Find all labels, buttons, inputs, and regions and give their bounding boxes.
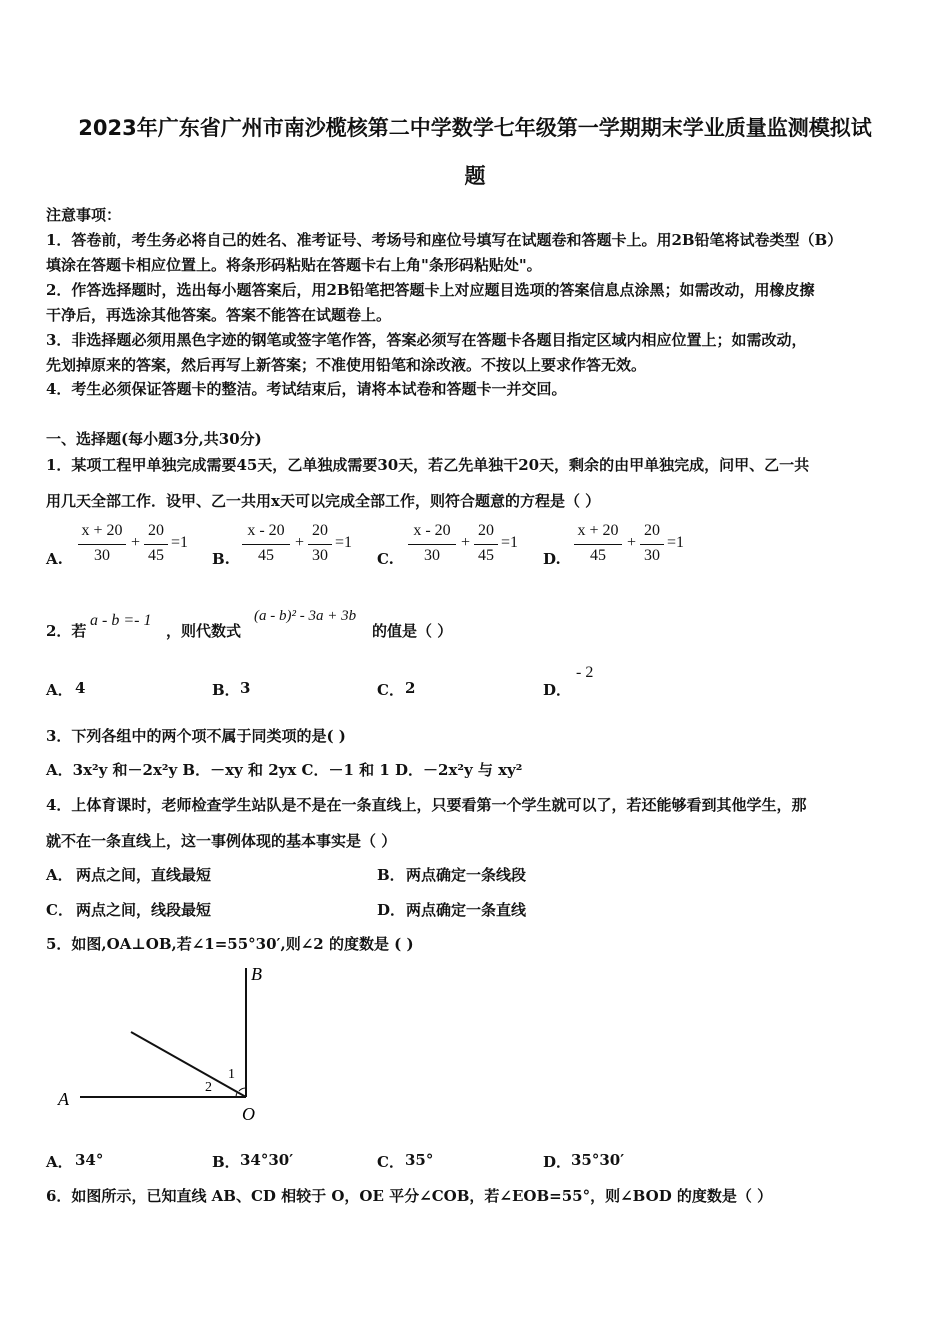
q1-c-frac1 <box>406 522 458 568</box>
q2-option-c-value: 2 <box>405 679 416 697</box>
fraction-bar <box>242 544 290 545</box>
angle-1-arc <box>239 1088 246 1091</box>
q4-option-a-label: A． <box>46 866 73 884</box>
q2-option-a-label: A． <box>46 681 73 699</box>
denominator: 45 <box>590 547 606 564</box>
q6-stem: 6．如图所示，已知直线 AB、CD 相较于 O，OE 平分∠COB，若∠EOB=55°，则∠BOD 的度数是（ ） <box>46 1187 773 1205</box>
denominator: 45 <box>478 547 494 564</box>
denominator: 30 <box>94 547 110 564</box>
q1-stem-line1: 1．某项工程甲单独完成需要45天，乙单独成需要30天，若乙先单独干20天，剩余的由甲单独完成，问甲、乙一共 <box>46 456 810 474</box>
q5-option-d-label: D． <box>543 1153 572 1171</box>
notice-heading: 注意事项： <box>46 206 122 224</box>
q2-option-d-label: D． <box>543 681 572 699</box>
q5-option-c-label: C． <box>377 1153 404 1171</box>
denominator: 30 <box>312 547 328 564</box>
q4-option-b-text: 两点确定一条线段 <box>406 866 527 884</box>
numerator: 20 <box>148 522 164 539</box>
q4-option-c-label: C． <box>46 901 73 919</box>
denominator: 45 <box>258 547 274 564</box>
numerator: 20 <box>478 522 494 539</box>
q1-a-frac1 <box>76 522 128 568</box>
q2-option-c-label: C． <box>377 681 404 699</box>
q5-angle-figure <box>50 960 290 1130</box>
fraction-bar <box>474 544 498 545</box>
q3-stem: 3．下列各组中的两个项不属于同类项的是( ) <box>46 727 346 745</box>
q5-option-d-value: 35°30′ <box>571 1151 625 1169</box>
q1-stem-line2: 用几天全部工作．设甲、乙一共用x天可以完成全部工作，则符合题意的方程是（ ） <box>46 492 601 510</box>
fraction-bar <box>640 544 664 545</box>
notice-line-1: 1．答卷前，考生务必将自己的姓名、准考证号、考场号和座位号填写在试题卷和答题卡上。用2B铅笔将试卷类型（B） <box>46 231 843 249</box>
exam-title-line2: 题 <box>464 164 486 188</box>
q1-b-frac1 <box>240 522 292 568</box>
equals-one: =1 <box>667 534 685 551</box>
numerator: 20 <box>644 522 660 539</box>
q2-suffix: 的值是（ ） <box>372 622 453 640</box>
q2-condition: a - b =- 1 <box>90 612 152 629</box>
q1-d-frac1 <box>572 522 624 568</box>
q5-option-a-label: A． <box>46 1153 73 1171</box>
plus-sign: + <box>131 534 141 551</box>
fraction-bar <box>408 544 456 545</box>
fraction-bar <box>574 544 622 545</box>
fraction-bar <box>308 544 332 545</box>
notice-line-4: 干净后，再选涂其他答案。答案不能答在试题卷上。 <box>46 306 392 324</box>
label-angle-2: 2 <box>205 1080 212 1095</box>
numerator: x + 20 <box>577 522 619 539</box>
numerator: x + 20 <box>81 522 123 539</box>
q4-option-a-text: 两点之间，直线最短 <box>76 866 212 884</box>
q2-middle: ，则代数式 <box>166 622 242 640</box>
q3-options: A．3x²y 和－2x²y B．－xy 和 2yx C．－1 和 1 D．－2x²y 与 xy² <box>46 761 523 779</box>
q4-option-d-text: 两点确定一条直线 <box>406 901 527 919</box>
q1-option-a-label: A. <box>46 550 63 568</box>
plus-sign: + <box>295 534 305 551</box>
notice-line-5: 3．非选择题必须用黑色字迹的钢笔或签字笔作答，答案必须写在答题卡各题目指定区域内相应位置上；如需改动， <box>46 331 807 349</box>
q2-option-a-value: 4 <box>75 679 86 697</box>
denominator: 30 <box>644 547 660 564</box>
label-a: A <box>58 1089 69 1109</box>
q5-option-c-value: 35° <box>405 1151 434 1169</box>
q1-a-frac2 <box>143 522 169 568</box>
plus-sign: + <box>461 534 471 551</box>
label-b: B <box>251 964 262 984</box>
numerator: x - 20 <box>247 522 285 539</box>
q5-option-a-value: 34° <box>75 1151 104 1169</box>
numerator: 20 <box>312 522 328 539</box>
denominator: 45 <box>148 547 164 564</box>
section-heading: 一、选择题(每小题3分,共30分) <box>46 430 262 448</box>
q4-option-c-text: 两点之间，线段最短 <box>76 901 212 919</box>
q1-d-frac2 <box>639 522 665 568</box>
exam-title-line1: 2023年广东省广州市南沙榄核第二中学数学七年级第一学期期末学业质量监测模拟试 <box>78 116 872 140</box>
denominator: 30 <box>424 547 440 564</box>
q1-option-b-label: B. <box>212 550 230 568</box>
q1-b-frac2 <box>307 522 333 568</box>
equals-one: =1 <box>171 534 189 551</box>
equals-one: =1 <box>501 534 519 551</box>
q4-stem-line2: 就不在一条直线上，这一事例体现的基本事实是（ ） <box>46 832 397 850</box>
notice-line-3: 2．作答选择题时，选出每小题答案后，用2B铅笔把答题卡上对应题目选项的答案信息点涂黑；如需改动，用橡皮擦 <box>46 281 815 299</box>
q1-option-d-label: D. <box>543 550 561 568</box>
numerator: x - 20 <box>413 522 451 539</box>
q2-option-b-value: 3 <box>240 679 251 697</box>
q5-option-b-label: B． <box>212 1153 240 1171</box>
equals-one: =1 <box>335 534 353 551</box>
label-angle-1: 1 <box>228 1067 235 1082</box>
ray-oc <box>131 1032 246 1097</box>
q4-option-d-label: D． <box>377 901 406 919</box>
notice-line-6: 先划掉原来的答案，然后再写上新答案；不准使用铅笔和涂改液。不按以上要求作答无效。 <box>46 356 647 374</box>
q2-option-d-value: - 2 <box>576 664 594 681</box>
fraction-bar <box>144 544 168 545</box>
q2-option-b-label: B． <box>212 681 240 699</box>
q4-option-b-label: B． <box>377 866 405 884</box>
q5-stem: 5．如图,OA⊥OB,若∠1=55°30′,则∠2 的度数是 ( ) <box>46 935 414 953</box>
notice-line-2: 填涂在答题卡相应位置上。将条形码粘贴在答题卡右上角"条形码粘贴处"。 <box>46 256 542 274</box>
notice-line-7: 4．考生必须保证答题卡的整洁。考试结束后，请将本试卷和答题卡一并交回。 <box>46 380 567 398</box>
q5-option-b-value: 34°30′ <box>240 1151 294 1169</box>
label-o: O <box>242 1104 255 1124</box>
fraction-bar <box>78 544 126 545</box>
plus-sign: + <box>627 534 637 551</box>
q1-c-frac2 <box>473 522 499 568</box>
q2-prefix: 2．若 <box>46 622 87 640</box>
q2-expression: (a - b)² - 3a + 3b <box>254 608 357 624</box>
q1-option-c-label: C. <box>377 550 394 568</box>
q4-stem-line1: 4．上体育课时，老师检查学生站队是不是在一条直线上，只要看第一个学生就可以了，若还能够看到其他学生，那 <box>46 796 807 814</box>
